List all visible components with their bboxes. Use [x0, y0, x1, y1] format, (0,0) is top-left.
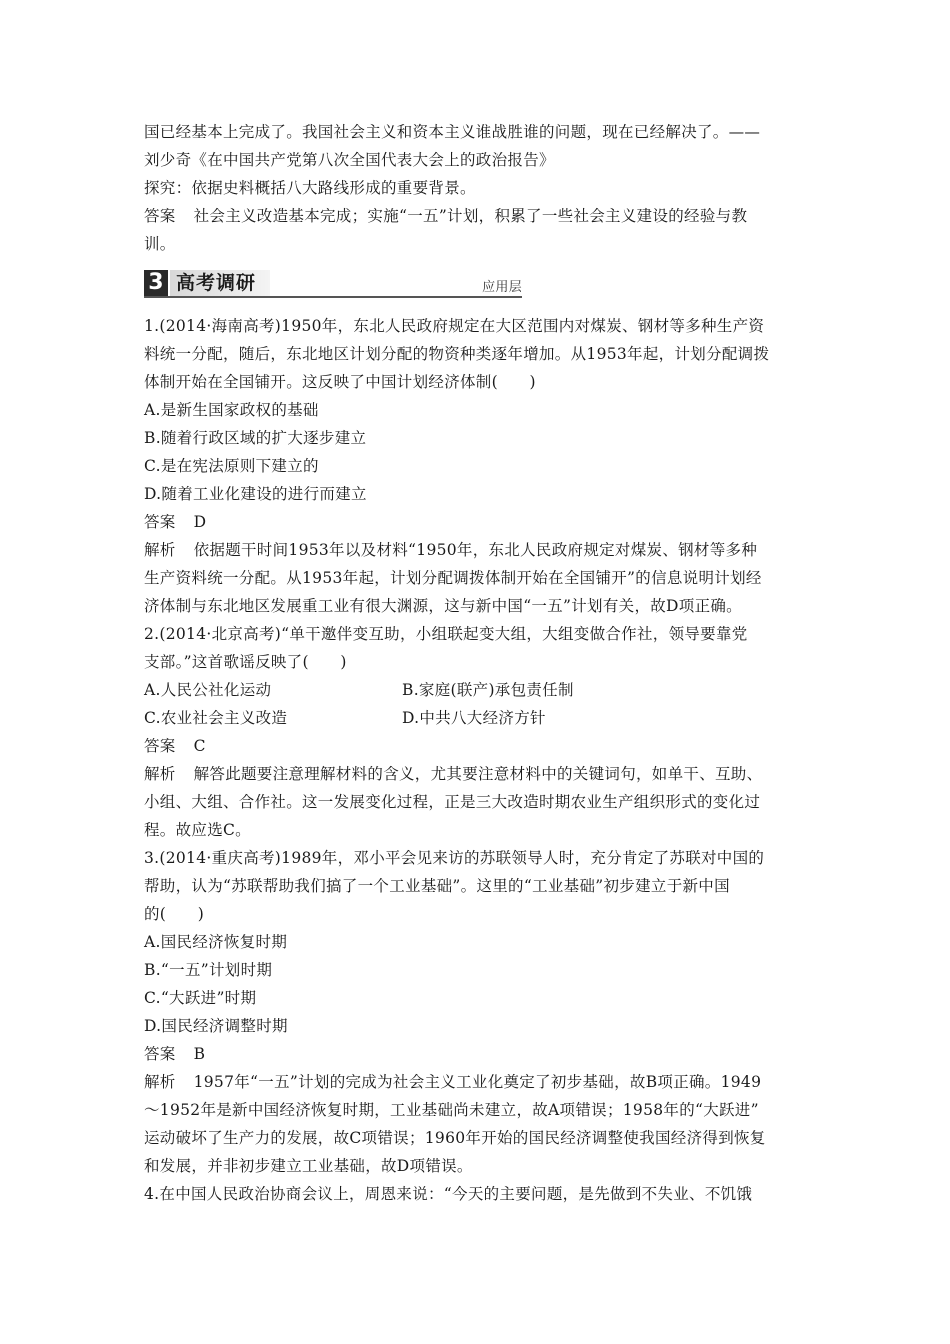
analysis-label: 解析: [144, 541, 176, 559]
q2-option-b: B.家庭(联产)承包责任制: [402, 681, 574, 699]
q1-stem: 体制开始在全国铺开。这反映了中国计划经济体制( ): [144, 373, 536, 391]
analysis-text: 依据题干时间1953年以及材料“1950年，东北人民政府规定对煤炭、钢材等多种: [193, 541, 758, 559]
answer-value: C: [193, 737, 206, 755]
answer-value: B: [193, 1045, 206, 1063]
q3-option-d: D.国民经济调整时期: [144, 1017, 288, 1035]
analysis-text: 1957年“一五”计划的完成为社会主义工业化奠定了初步基础，故B项正确。1949: [193, 1073, 762, 1091]
q3-answer: [144, 1040, 810, 1068]
q3-analysis: [144, 1068, 810, 1096]
q2-stem: 2.(2014·北京高考)“单干邀伴变互助，小组联起变大组，大组变做合作社，领导要靠党: [144, 625, 748, 643]
q1-analysis-cont: 生产资料统一分配。从1953年起，计划分配调拨体制开始在全国铺开”的信息说明计划经: [144, 569, 762, 587]
q1-option-b: B.随着行政区域的扩大逐步建立: [144, 429, 367, 447]
answer-value: D: [193, 513, 207, 531]
q2-answer: [144, 732, 810, 760]
q3-analysis-cont: 和发展，并非初步建立工业基础，故D项错误。: [144, 1157, 473, 1175]
section-number: 3: [144, 270, 168, 296]
intro-answer-cont: 训。: [144, 235, 176, 253]
q2-options-row: [144, 704, 810, 732]
analysis-text: 解答此题要注意理解材料的含义，尤其要注意材料中的关键词句，如单干、互助、: [193, 765, 763, 783]
q3-option-b: B.“一五”计划时期: [144, 961, 273, 979]
document-content: [144, 118, 810, 1208]
q1-stem: 1.(2014·海南高考)1950年，东北人民政府规定在大区范围内对煤炭、钢材等多种生产资: [144, 317, 765, 335]
intro-source: 刘少奇《在中国共产党第八次全国代表大会上的政治报告》: [144, 151, 555, 169]
intro-answer: [144, 202, 810, 230]
q1-option-c: C.是在宪法原则下建立的: [144, 457, 319, 475]
answer-label: 答案: [144, 1045, 176, 1063]
q2-option-a: A.人民公社化运动: [144, 681, 272, 699]
section-rule: [144, 296, 522, 298]
q3-stem: 帮助，认为“苏联帮助我们搞了一个工业基础”。这里的“工业基础”初步建立于新中国: [144, 877, 730, 895]
q1-option-a: A.是新生国家政权的基础: [144, 401, 319, 419]
q2-analysis-cont: 小组、大组、合作社。这一发展变化过程，正是三大改造时期农业生产组织形式的变化过: [144, 793, 761, 811]
section-header: [144, 268, 522, 302]
q3-analysis-cont: ～1952年是新中国经济恢复时期，工业基础尚未建立，故A项错误；1958年的“大跃进”: [144, 1101, 759, 1119]
q3-option-c: C.“大跃进”时期: [144, 989, 257, 1007]
analysis-label: 解析: [144, 765, 176, 783]
q1-answer: [144, 508, 810, 536]
explore-question: 探究：依据史料概括八大路线形成的重要背景。: [144, 179, 476, 197]
answer-label: 答案: [144, 513, 176, 531]
q2-analysis-cont: 程。故应选C。: [144, 821, 251, 839]
q2-analysis: [144, 760, 810, 788]
q3-option-a: A.国民经济恢复时期: [144, 933, 288, 951]
q2-options-row: [144, 676, 810, 704]
q3-stem: 的( ): [144, 905, 205, 923]
q1-analysis: [144, 536, 810, 564]
answer-label: 答案: [144, 207, 176, 225]
answer-label: 答案: [144, 737, 176, 755]
analysis-label: 解析: [144, 1073, 176, 1091]
q1-analysis-cont: 济体制与东北地区发展重工业有很大渊源，这与新中国“一五”计划有关，故D项正确。: [144, 597, 742, 615]
section-title: 高考调研: [176, 272, 257, 294]
q2-option-c: C.农业社会主义改造: [144, 709, 288, 727]
answer-text: 社会主义改造基本完成；实施“一五”计划，积累了一些社会主义建设的经验与教: [193, 207, 748, 225]
q2-option-d: D.中共八大经济方针: [402, 709, 546, 727]
q3-stem: 3.(2014·重庆高考)1989年，邓小平会见来访的苏联领导人时，充分肯定了苏联对中国的: [144, 849, 765, 867]
q3-analysis-cont: 运动破坏了生产力的发展，故C项错误；1960年开始的国民经济调整使我国经济得到恢复: [144, 1129, 766, 1147]
q2-stem: 支部。”这首歌谣反映了( ): [144, 653, 347, 671]
q1-option-d: D.随着工业化建设的进行而建立: [144, 485, 367, 503]
q1-stem: 料统一分配，随后，东北地区计划分配的物资种类逐年增加。从1953年起，计划分配调拨: [144, 345, 770, 363]
section-level: 应用层: [482, 280, 522, 295]
intro-line: 国已经基本上完成了。我国社会主义和资本主义谁战胜谁的问题，现在已经解决了。——: [144, 123, 761, 141]
q4-stem: 4.在中国人民政治协商会议上，周恩来说：“今天的主要问题，是先做到不失业、不饥饿: [144, 1185, 753, 1203]
